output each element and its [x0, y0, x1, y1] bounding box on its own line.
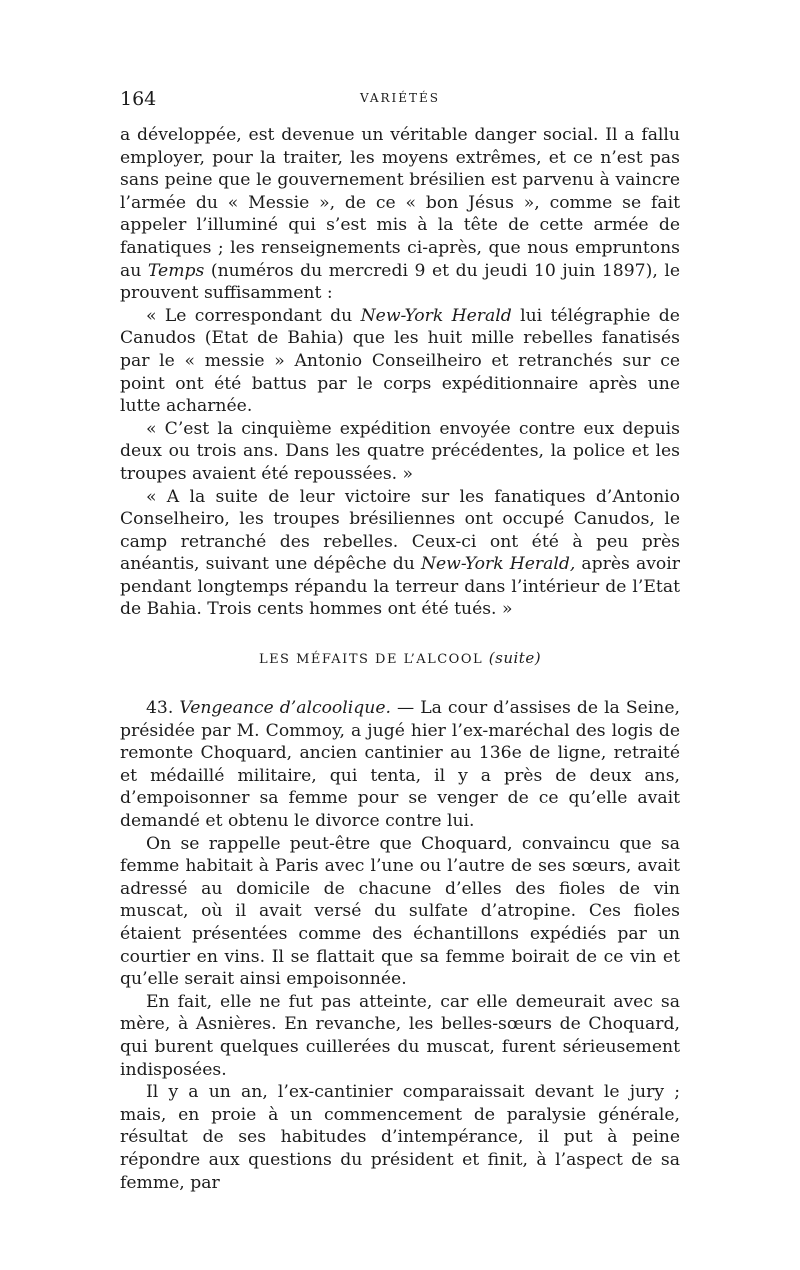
article-title: Vengeance d’alcoolique. — [179, 698, 391, 719]
running-head — [120, 88, 680, 114]
running-title: VARIÉTÉS — [359, 91, 441, 105]
newspaper-name: New-York Herald — [360, 305, 512, 326]
quote-paragraph-2: « C’est la cinquième expédition envoyée contre eux depuis deux ou trois ans. Dans les quatre précédentes, la police et les troupes avaient été repoussées. » — [120, 418, 680, 484]
page-number: 164 — [120, 88, 157, 110]
article-paragraph-3: En fait, elle ne fut pas atteinte, car elle demeurait avec sa mère, à Asnières. En revanche, les belles-sœurs de Choquard, qui burent quelques cuillerées du muscat, furent sérieusement indisposées. — [120, 991, 680, 1080]
opening-paragraph: a développée, est devenue un véritable danger social. Il a fallu employer, pour la traiter, les moyens extrêmes, et ce n’est pas sans peine que le gouvernement brésilien est parvenu à vaincre l’armée du « Messie », de ce « bon Jésus », comme se fait appeler l’illuminé qui s’est mis à la tête de cette armée de fanatiques ; les renseignements ci-après, que nous empruntons au Temps (numéros du mercredi 9 et du jeudi 10 juin 1897), le prouvent suffisamment : — [120, 125, 681, 304]
article-number: 43. — [146, 698, 180, 719]
newspaper-name: Temps — [147, 260, 205, 281]
newspaper-name: New-York Herald, — [420, 554, 576, 575]
body-text — [120, 124, 680, 1194]
article-paragraph-2: On se rappelle peut-être que Choquard, convaincu que sa femme habitait à Paris avec l’une ou l’autre de ses sœurs, avait adressé au domicile de chacune d’elles des fioles de vin muscat, où il avait versé du sulfate d’atropine. Ces fioles étaient présentées comme des échantillons expédiés par un courtier en vins. Il se flattait que sa femme boirait de ce vin et qu’elle serait ainsi empoisonnée. — [120, 833, 680, 990]
book-page — [120, 88, 680, 1194]
article-paragraph-1: 43. Vengeance d’alcoolique. — La cour d’assises de la Seine, présidée par M. Commoy, a jugé hier l’ex-maréchal des logis de remonte Choquard, ancien cantinier au 136e de ligne, retraité et médaillé militaire, qui tenta, il y a près de deux ans, d’empoisonner sa femme pour se venger de ce qu’elle avait demandé et obtenu le divorce contre lui. — [120, 698, 680, 832]
section-heading: LES MÉFAITS DE L’ALCOOL (suite) — [258, 649, 542, 668]
article-paragraph-4: Il y a un an, l’ex-cantinier comparaissait devant le jury ; mais, en proie à un commencement de paralysie générale, résultat de ses habitudes d’intempérance, il put à peine répondre aux questions du président et finit, à l’aspect de sa femme, par — [120, 1082, 680, 1193]
quote-paragraph-1: « Le correspondant du New-York Herald lui télégraphie de Canudos (Etat de Bahia) que les huit mille rebelles fanatisés par le « messie » Antonio Conseilheiro et retranchés sur ce point ont été battus par le corps expéditionnaire après une lutte acharnée. — [120, 305, 680, 417]
quote-paragraph-3: « A la suite de leur victoire sur les fanatiques d’Antonio Conselheiro, les troupes brésiliennes ont occupé Canudos, le camp retranché des rebelles. Ceux-ci ont été à peu près anéantis, suivant une dépêche du New-York Herald, après avoir pendant longtemps répandu la terreur dans l’intérieur de l’Etat de Bahia. Trois cents hommes ont été tués. » — [120, 486, 680, 620]
